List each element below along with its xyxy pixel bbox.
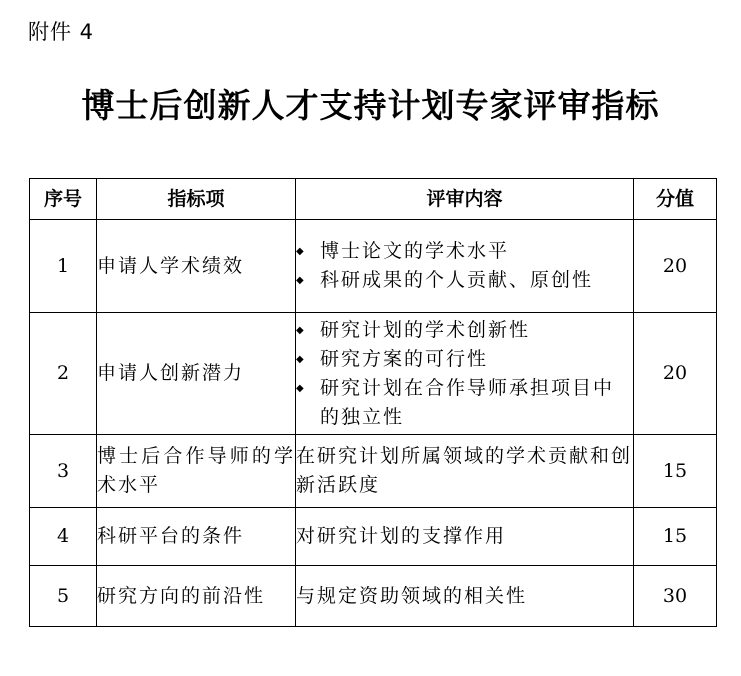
table-row	[30, 313, 717, 435]
row-content	[296, 313, 634, 435]
row-content: 在研究计划所属领域的学术贡献和创新活跃度	[296, 435, 634, 508]
header-seq: 序号	[30, 179, 97, 220]
table-row	[30, 220, 717, 313]
header-item: 指标项	[97, 179, 296, 220]
row-score: 15	[634, 508, 717, 566]
row-content: 与规定资助领域的相关性	[296, 566, 634, 627]
content-bullet-item: ◆ 科研成果的个人贡献、原创性	[296, 266, 633, 295]
row-seq: 4	[30, 508, 97, 566]
row-seq: 2	[30, 313, 97, 435]
header-content: 评审内容	[296, 179, 634, 220]
table-row	[30, 435, 717, 508]
row-seq: 3	[30, 435, 97, 508]
content-bullet-item: ◆ 研究方案的可行性	[296, 345, 633, 374]
content-bullet-item: ◆ 研究计划在合作导师承担项目中的独立性	[296, 374, 633, 432]
row-score: 20	[634, 313, 717, 435]
row-score: 30	[634, 566, 717, 627]
content-bullet-item: ◆ 博士论文的学术水平	[296, 237, 633, 266]
content-bullet-list	[296, 316, 633, 432]
attachment-label: 附件 4	[28, 20, 95, 44]
row-score: 20	[634, 220, 717, 313]
row-content: 对研究计划的支撑作用	[296, 508, 634, 566]
document-title: 博士后创新人才支持计划专家评审指标	[81, 86, 660, 125]
table-row	[30, 566, 717, 627]
table-row	[30, 508, 717, 566]
row-item: 研究方向的前沿性	[97, 566, 296, 627]
header-score: 分值	[634, 179, 717, 220]
row-item: 申请人创新潜力	[97, 313, 296, 435]
table-header-row	[30, 179, 717, 220]
row-content	[296, 220, 634, 313]
row-item: 申请人学术绩效	[97, 220, 296, 313]
row-item: 科研平台的条件	[97, 508, 296, 566]
row-seq: 1	[30, 220, 97, 313]
row-score: 15	[634, 435, 717, 508]
row-item: 博士后合作导师的学术水平	[97, 435, 296, 508]
criteria-table	[29, 178, 717, 627]
row-seq: 5	[30, 566, 97, 627]
content-bullet-item: ◆ 研究计划的学术创新性	[296, 316, 633, 345]
content-bullet-list	[296, 237, 633, 295]
